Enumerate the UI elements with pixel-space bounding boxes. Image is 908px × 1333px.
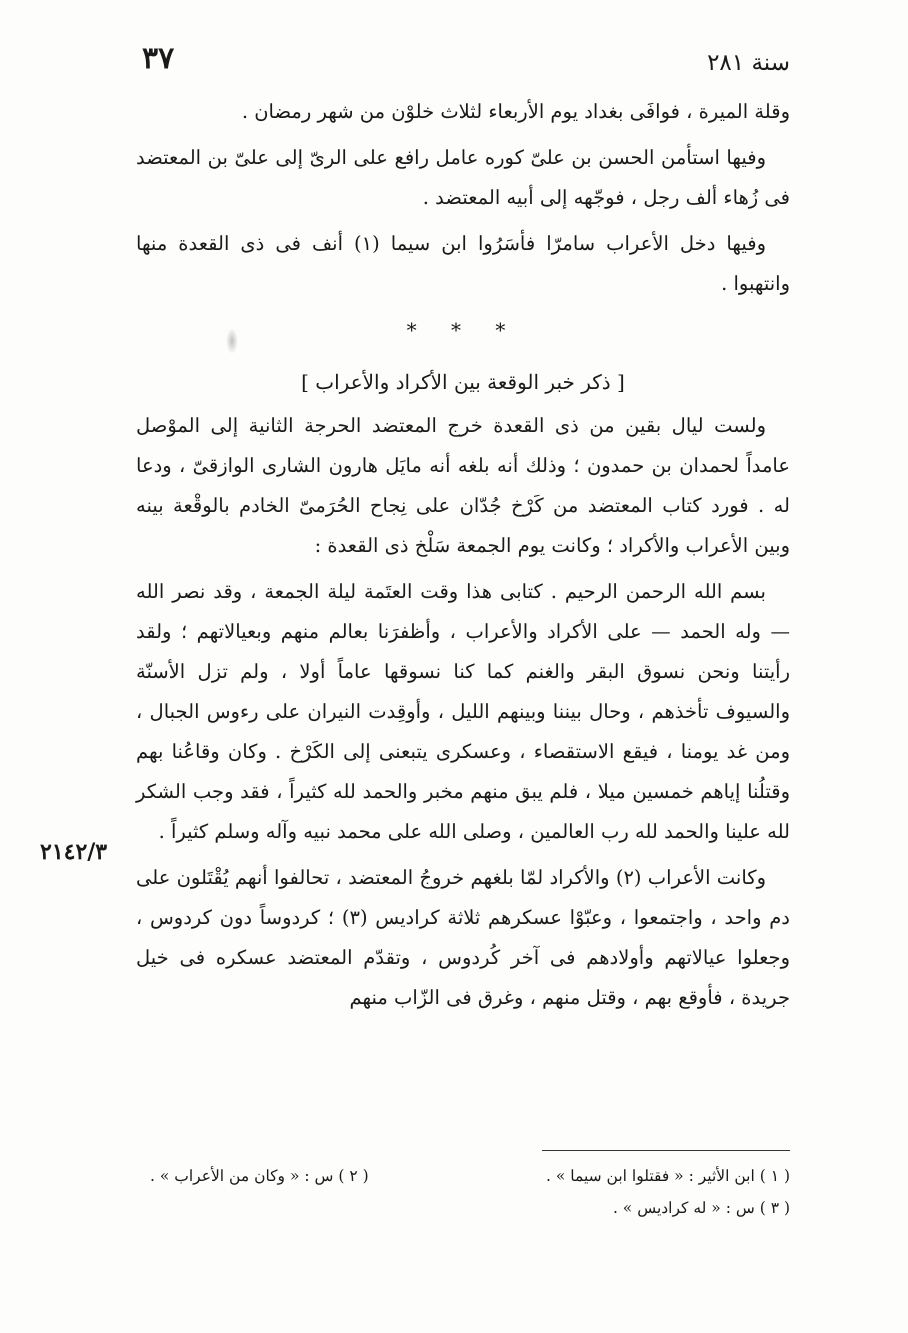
- paragraph-6: وكانت الأعراب (٢) والأكراد لمّا بلغهم خروجُ المعتضد ، تحالفوا أنهم يُقْتَلون على دم واحد ، واجتمعوا ، وعبّوْا عسكرهم ثلاثة كراديس (٣) ؛ كردوساً دون كردوس ، وجعلوا عيالاتهم وأولادهم فى آخر كُردوس ، وتقدّم المعتضد عسكره فى خيل جريدة ، فأوقع بهم ، وقتل منهم ، وغرق فى الزّاب منهم: [136, 866, 790, 1009]
- section-heading: [ ذكر خبر الوقعة بين الأكراد والأعراب ]: [301, 370, 625, 394]
- section-separator: * * *: [406, 318, 520, 342]
- footnote-3: ( ٣ ) س : « له كراديس » .: [612, 1199, 790, 1217]
- footnotes: [150, 1160, 790, 1224]
- page-number: ٣٧: [142, 41, 175, 76]
- main-text: [136, 92, 790, 1024]
- footnote-rule: [542, 1150, 790, 1151]
- footnote-2: ( ٢ ) س : « وكان من الأعراب » .: [150, 1167, 369, 1185]
- footnote-row: [150, 1192, 790, 1224]
- footnote-1: ( ١ ) ابن الأثير : « فقتلوا ابن سيما » .: [546, 1167, 790, 1185]
- paragraph-5: بسم الله الرحمن الرحيم . كتابى هذا وقت العتَمة ليلة الجمعة ، وقد نصر الله — وله الحمد — على الأكراد والأعراب ، وأظفرَنا بعالم منهم وبعيالاتهم ؛ ولقد رأيتنا ونحن نسوق البقر والغنم كما كنا نسوقها عاماً أولا ، ولم تزل الأسنّة والسيوف تأخذهم ، وحال بيننا وبينهم الليل ، وأوقِدت النيران على رءوس الجبال ، ومن غد يومنا ، فيقع الاستقصاء ، وعسكرى يتبعنى إلى الكَرْخ . وكان وقاعُنا بهم وقتلُنا إياهم خمسين ميلا ، فلم يبق منهم مخبر والحمد لله كثيراً ، فقد وجب الشكر لله علينا والحمد لله رب العالمين ، وصلى الله على محمد نبيه وآله وسلم كثيراً .: [136, 580, 790, 843]
- margin-reference: ٢١٤٢/٣: [40, 839, 108, 865]
- paragraph-2: وفيها استأمن الحسن بن علىّ كوره عامل رافع على الرىّ إلى علىّ بن المعتضد فى زُهاء ألف رجل ، فوجّهه إلى أبيه المعتضد .: [136, 146, 790, 209]
- paragraph-3: وفيها دخل الأعراب سامرّا فأسَرُوا ابن سيما (١) أنف فى ذى القعدة منها وانتهبوا .: [136, 232, 790, 295]
- paragraph-4: ولست ليال بقين من ذى القعدة خرج المعتضد الحرجة الثانية إلى الموْصل عامداً لحمدان بن حمدون ؛ وذلك أنه بلغه أنه مايَل هارون الشارى الوازقىّ ، ودعا له . فورد كتاب المعتضد من كَرْخ جُدّان على نِجاح الحُرَمىّ الخادم بالوقْعة بينه وبين الأعراب والأكراد ؛ وكانت يوم الجمعة سَلْخ ذى القعدة :: [136, 414, 790, 557]
- paragraph-1: وقلة الميرة ، فوافَى بغداد يوم الأربعاء لثلاث خلوْن من شهر رمضان .: [241, 100, 790, 123]
- running-header-year: سنة ٢٨١: [707, 50, 790, 76]
- footnote-row: [150, 1160, 790, 1192]
